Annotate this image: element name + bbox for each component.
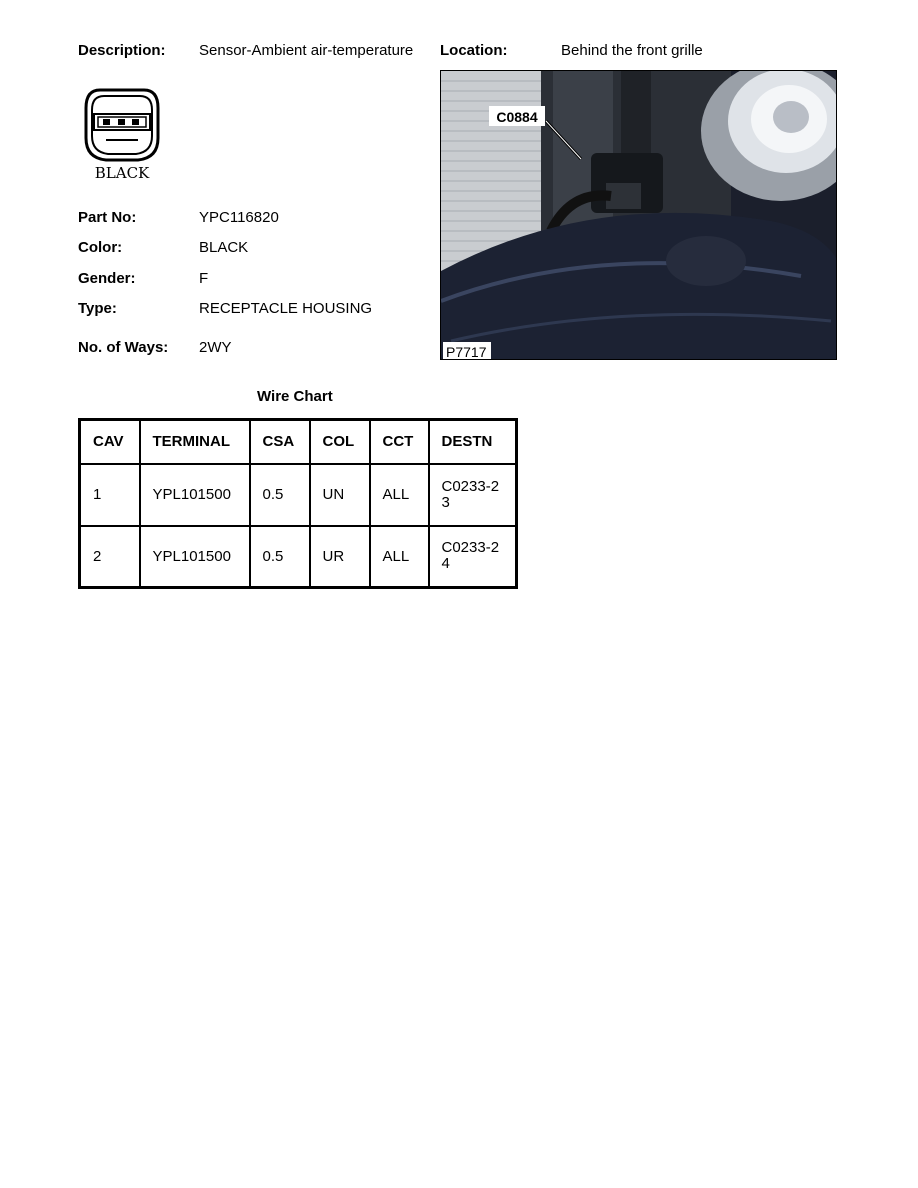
location-value: Behind the front grille bbox=[561, 42, 703, 59]
connector-face-icon bbox=[80, 86, 164, 184]
cell-csa: 0.5 bbox=[250, 464, 310, 526]
description-label: Description: bbox=[78, 42, 166, 59]
cell-cav: 2 bbox=[80, 526, 140, 588]
cell-csa: 0.5 bbox=[250, 526, 310, 588]
cell-cct: ALL bbox=[370, 464, 429, 526]
table-row bbox=[80, 464, 517, 526]
part-no-value: YPC116820 bbox=[199, 209, 279, 226]
table-row bbox=[80, 526, 517, 588]
location-photo bbox=[440, 70, 837, 360]
photo-ref: P7717 bbox=[446, 344, 487, 360]
cell-cav: 1 bbox=[80, 464, 140, 526]
connector-color-text: BLACK bbox=[94, 164, 150, 182]
cell-cct: ALL bbox=[370, 526, 429, 588]
ways-label: No. of Ways: bbox=[78, 339, 169, 356]
header-csa: CSA bbox=[250, 420, 310, 464]
wire-chart-title: Wire Chart bbox=[257, 388, 333, 405]
photo-callout: C0884 bbox=[496, 109, 538, 125]
cell-destn-cell bbox=[429, 464, 517, 526]
cell-col: UN bbox=[310, 464, 370, 526]
location-label: Location: bbox=[440, 42, 508, 59]
type-label: Type: bbox=[78, 300, 117, 317]
gender-value: F bbox=[199, 270, 209, 287]
cell-destn: C0233-23 bbox=[441, 477, 500, 511]
header-destn: DESTN bbox=[429, 420, 517, 464]
table-header-row bbox=[80, 420, 517, 464]
wire-chart-table bbox=[78, 418, 518, 589]
part-no-label: Part No: bbox=[78, 209, 137, 226]
gender-label: Gender: bbox=[78, 270, 136, 287]
cell-destn: C0233-24 bbox=[441, 539, 500, 573]
header-terminal: TERMINAL bbox=[140, 420, 250, 464]
header-cav: CAV bbox=[80, 420, 140, 464]
cell-terminal: YPL101500 bbox=[140, 464, 250, 526]
description-value: Sensor-Ambient air-temperature bbox=[199, 42, 414, 59]
cell-terminal: YPL101500 bbox=[140, 526, 250, 588]
color-label: Color: bbox=[78, 239, 123, 256]
color-value: BLACK bbox=[199, 239, 249, 256]
header-col: COL bbox=[310, 420, 370, 464]
header-cct: CCT bbox=[370, 420, 429, 464]
ways-value: 2WY bbox=[199, 339, 232, 356]
cell-col: UR bbox=[310, 526, 370, 588]
cell-destn-cell bbox=[429, 526, 517, 588]
type-value: RECEPTACLE HOUSING bbox=[199, 300, 373, 317]
